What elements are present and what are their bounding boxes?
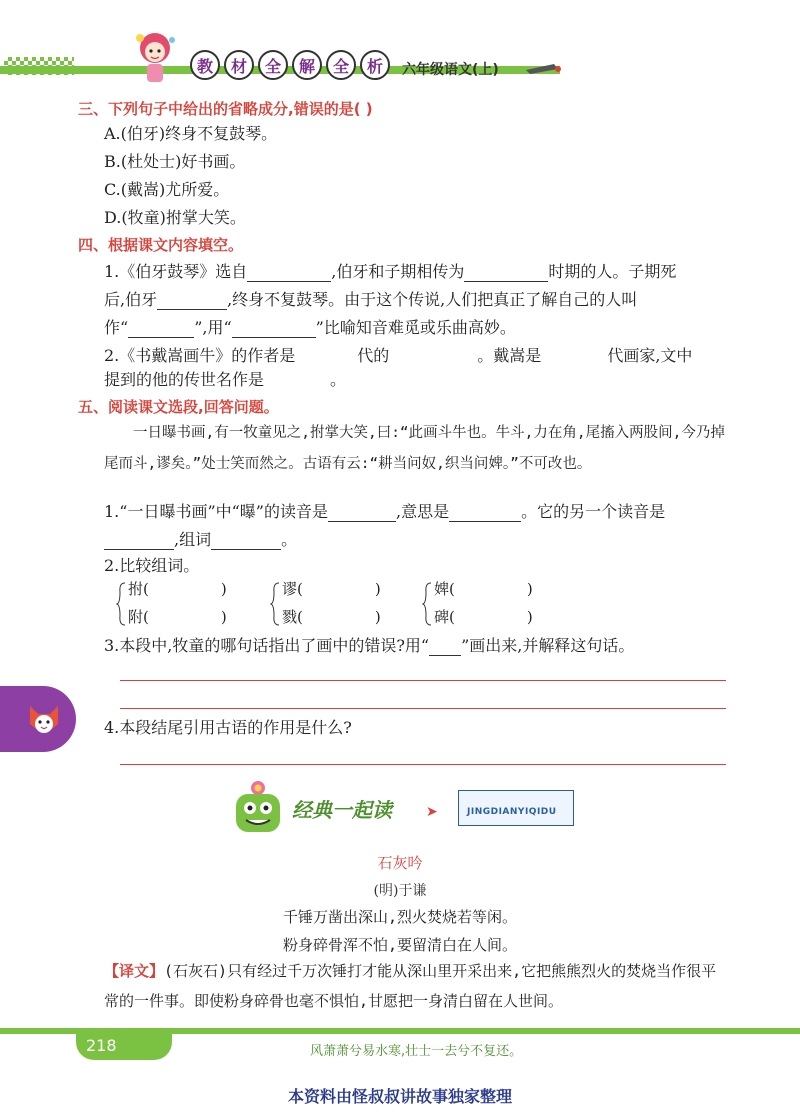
text: 。它的另一个读音是 [521, 502, 666, 521]
section-4-heading: 四、根据课文内容填空。 [78, 236, 244, 254]
compare-item [282, 606, 381, 627]
s4-q1-line2 [104, 290, 637, 310]
fill-blank[interactable] [157, 292, 227, 310]
banner-title: 经典一起读 [292, 798, 392, 822]
fill-blank[interactable] [464, 264, 548, 282]
section-3-heading: 三、下列句子中给出的省略成分,错误的是( ) [78, 100, 373, 118]
arrow-icon: ➤ [426, 804, 438, 820]
fill-blank[interactable] [104, 532, 174, 550]
text: 碑( [434, 608, 455, 626]
text: ) [526, 608, 533, 626]
answer-line[interactable] [120, 708, 726, 709]
compare-item [128, 606, 227, 627]
poem-author: (明)于谦 [373, 883, 427, 899]
pen-icon [524, 60, 564, 78]
s5-q4: 4.本段结尾引用古语的作用是什么? [104, 718, 352, 737]
fill-blank[interactable] [247, 264, 331, 282]
pinyin-box [458, 790, 574, 826]
option-d: D.(牧童)拊掌大笑。 [104, 208, 246, 227]
green-monster-icon [226, 780, 288, 838]
title-char: 全 [258, 50, 288, 80]
text: 附( [128, 608, 149, 626]
text: ”画出来,并解释这句话。 [461, 636, 635, 655]
page-number: 218 [86, 1036, 117, 1055]
banner-pinyin: JINGDIANYIQIDU [467, 807, 557, 817]
text: ) [526, 580, 533, 598]
option-c: C.(戴嵩)尤所爱。 [104, 180, 230, 199]
title-char: 解 [292, 50, 322, 80]
text: 3.本段中,牧童的哪句话指出了画中的错误?用“ [104, 636, 430, 655]
footer-quote: 风萧萧兮易水寒,壮士一去兮不复还。 [310, 1044, 523, 1059]
text: ”,用“ [194, 318, 232, 337]
poem-line: 粉身碎骨浑不怕,要留清白在人间。 [282, 936, 518, 954]
text: ,终身不复鼓琴。由于这个传说,人们把真正了解自己的人叫 [227, 290, 638, 309]
compare-item [282, 578, 381, 599]
text: 提到的他的传世名作是 [104, 370, 265, 389]
text: ) [220, 580, 227, 598]
title-char: 析 [360, 50, 390, 80]
text: 戮( [282, 608, 303, 626]
compare-item [434, 606, 533, 627]
s4-q2-line1 [104, 346, 692, 366]
text: 。 [330, 370, 347, 389]
poem-translation [104, 956, 728, 1016]
text: ,伯牙和子期相传为 [331, 262, 465, 281]
text: 1.《伯牙鼓琴》选自 [104, 262, 248, 281]
text: 。戴嵩是 [477, 346, 542, 365]
option-a: A.(伯牙)终身不复鼓琴。 [104, 124, 278, 143]
fox-mascot-icon [26, 702, 62, 738]
title-char: 全 [326, 50, 356, 80]
poem-title: 石灰吟 [377, 854, 423, 872]
text: 后,伯牙 [104, 290, 158, 309]
text: 1.“一日曝书画”中“曝”的读音是 [104, 502, 328, 521]
cartoon-girl-icon [128, 28, 182, 88]
option-b: B.(杜处士)好书画。 [104, 152, 246, 171]
page-header [0, 0, 800, 95]
text: ) [374, 580, 381, 598]
s4-q1-line1 [104, 262, 676, 282]
translation-text: (石灰石)只有经过千万次锤打才能从深山里开采出来,它把熊熊烈火的焚烧当作很平常的一件事。即使粉身碎骨也毫不惧怕,甘愿把一身清白留在人世间。 [104, 962, 717, 1010]
s5-q2-label: 2.比较组词。 [104, 556, 200, 575]
classic-reading-banner [226, 780, 576, 840]
s5-q3 [104, 636, 634, 656]
text: ,组词 [174, 530, 212, 549]
text: 2.《书戴嵩画牛》的作者是 [104, 346, 296, 365]
answer-line[interactable] [120, 764, 726, 765]
section-5-heading: 五、阅读课文选段,回答问题。 [78, 398, 279, 416]
fill-blank[interactable] [211, 532, 281, 550]
fill-blank[interactable] [328, 504, 396, 522]
title-char: 材 [224, 50, 254, 80]
grade-label: 六年级语文(上) [402, 62, 499, 78]
text: 谬( [282, 580, 303, 598]
poem-line: 千锤万凿出深山,烈火焚烧若等闲。 [282, 908, 518, 926]
text: 时期的人。子期死 [548, 262, 677, 281]
brace-icon [270, 582, 280, 626]
text: ) [220, 608, 227, 626]
s4-q2-line2 [104, 370, 346, 390]
text: 代的 [357, 346, 390, 365]
compare-item [434, 578, 533, 599]
book-title [190, 50, 390, 80]
s5-q1-line2 [104, 530, 297, 550]
s4-q1-line3 [104, 318, 516, 338]
brace-icon [116, 582, 126, 626]
text: ) [374, 608, 381, 626]
brace-icon [422, 582, 432, 626]
answer-line[interactable] [120, 680, 726, 681]
credit-text: 本资料由怪叔叔讲故事独家整理 [287, 1087, 512, 1106]
text: ”比喻知音难觅或乐曲高妙。 [315, 318, 516, 337]
reading-passage: 一日曝书画,有一牧童见之,拊掌大笑,曰:“此画斗牛也。牛斗,力在角,尾搐入两股间,今乃掉尾而斗,谬矣。”处士笑而然之。古语有云:“耕当问奴,织当问婢。”不可改也。 [104, 425, 725, 472]
text: 婢( [434, 580, 455, 598]
translation-label: 【译文】 [104, 962, 165, 980]
text: 。 [281, 530, 298, 549]
text: 代画家,文中 [607, 346, 693, 365]
text: 作“ [104, 318, 129, 337]
fill-blank[interactable] [429, 638, 461, 656]
fill-blank[interactable] [128, 320, 194, 338]
title-char: 教 [190, 50, 220, 80]
compare-item [128, 578, 227, 599]
text: 拊( [128, 580, 149, 598]
fill-blank[interactable] [232, 320, 316, 338]
s5-q1-line1 [104, 502, 665, 522]
text: ,意思是 [396, 502, 450, 521]
fill-blank[interactable] [449, 504, 521, 522]
